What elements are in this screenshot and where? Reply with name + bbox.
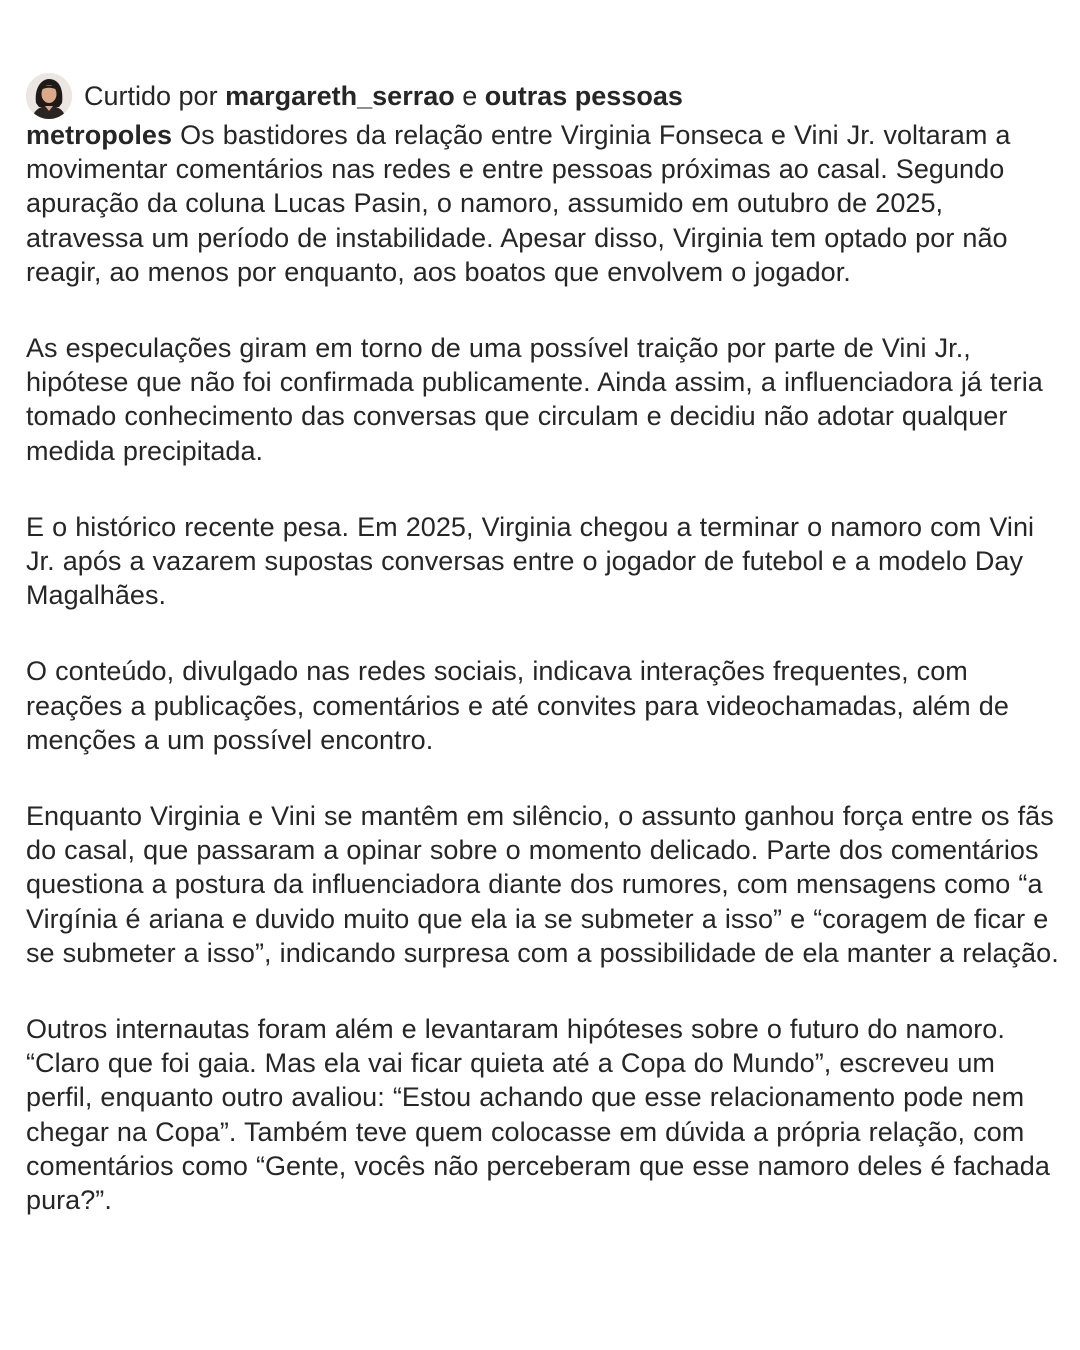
- caption-paragraph: Enquanto Virginia e Vini se mantêm em silêncio, o assunto ganhou força entre os fãs do casal, que passaram a opinar sobre o momento delicado. Parte dos comentários questiona a postura da influenciadora diante dos rumores, com mensagens como “a Virgínia é ariana e duvido muito que ela ia se submeter a isso” e “coragem de ficar e se submeter a isso”, indicando surpresa com a possibilidade de ela manter a relação.: [26, 801, 1059, 968]
- caption-paragraph: O conteúdo, divulgado nas redes sociais, indicava interações frequentes, com reações a publicações, comentários e até convites para videochamadas, além de menções a um possível encontro.: [26, 656, 1009, 755]
- caption-paragraph: Outros internautas foram além e levantaram hipóteses sobre o futuro do namoro. “Claro que foi gaia. Mas ela vai ficar quieta até a Copa do Mundo”, escreveu um perfil, enquanto outro avaliou: “Estou achando que esse relacionamento pode nem chegar na Copa”. Também teve quem colocasse em dúvida a própria relação, com comentários como “Gente, vocês não perceberam que esse namoro deles é fachada pura?”.: [26, 1014, 1050, 1216]
- caption-paragraph-text: Os bastidores da relação entre Virginia Fonseca e Vini Jr. voltaram a movimentar comentários nas redes e entre pessoas próximas ao casal. Segundo apuração da coluna Lucas Pasin, o namoro, assumido em outubro de 2025, atravessa um período de instabilidade. Apesar disso, Virginia tem optado por não reagir, ao menos por enquanto, aos boatos que envolvem o jogador.: [26, 120, 1011, 287]
- caption-paragraph: [26, 118, 1062, 289]
- caption-paragraph: E o histórico recente pesa. Em 2025, Virginia chegou a terminar o namoro com Vini Jr. após a vazarem supostas conversas entre o jogador de futebol e a modelo Day Magalhães.: [26, 511, 1035, 611]
- caption-username-link[interactable]: metropoles: [26, 120, 173, 150]
- post-caption-section: [26, 76, 1062, 1217]
- caption-paragraph: As especulações giram em torno de uma possível traição por parte de Vini Jr., hipótese que não foi confirmada publicamente. Ainda assim, a influenciadora já teria tomado conhecimento das conversas que circulam e decidiu não adotar qualquer medida precipitada.: [26, 333, 1043, 466]
- liked-by-row: [26, 76, 1062, 116]
- liked-by-text: [84, 79, 683, 113]
- liked-by-prefix: Curtido por: [84, 81, 218, 111]
- liked-by-conjunction: e: [462, 81, 478, 111]
- avatar[interactable]: [26, 73, 72, 119]
- caption: [26, 118, 1062, 1217]
- liked-by-user-link[interactable]: margareth_serrao: [225, 81, 455, 111]
- liked-by-others-link[interactable]: outras pessoas: [484, 81, 683, 111]
